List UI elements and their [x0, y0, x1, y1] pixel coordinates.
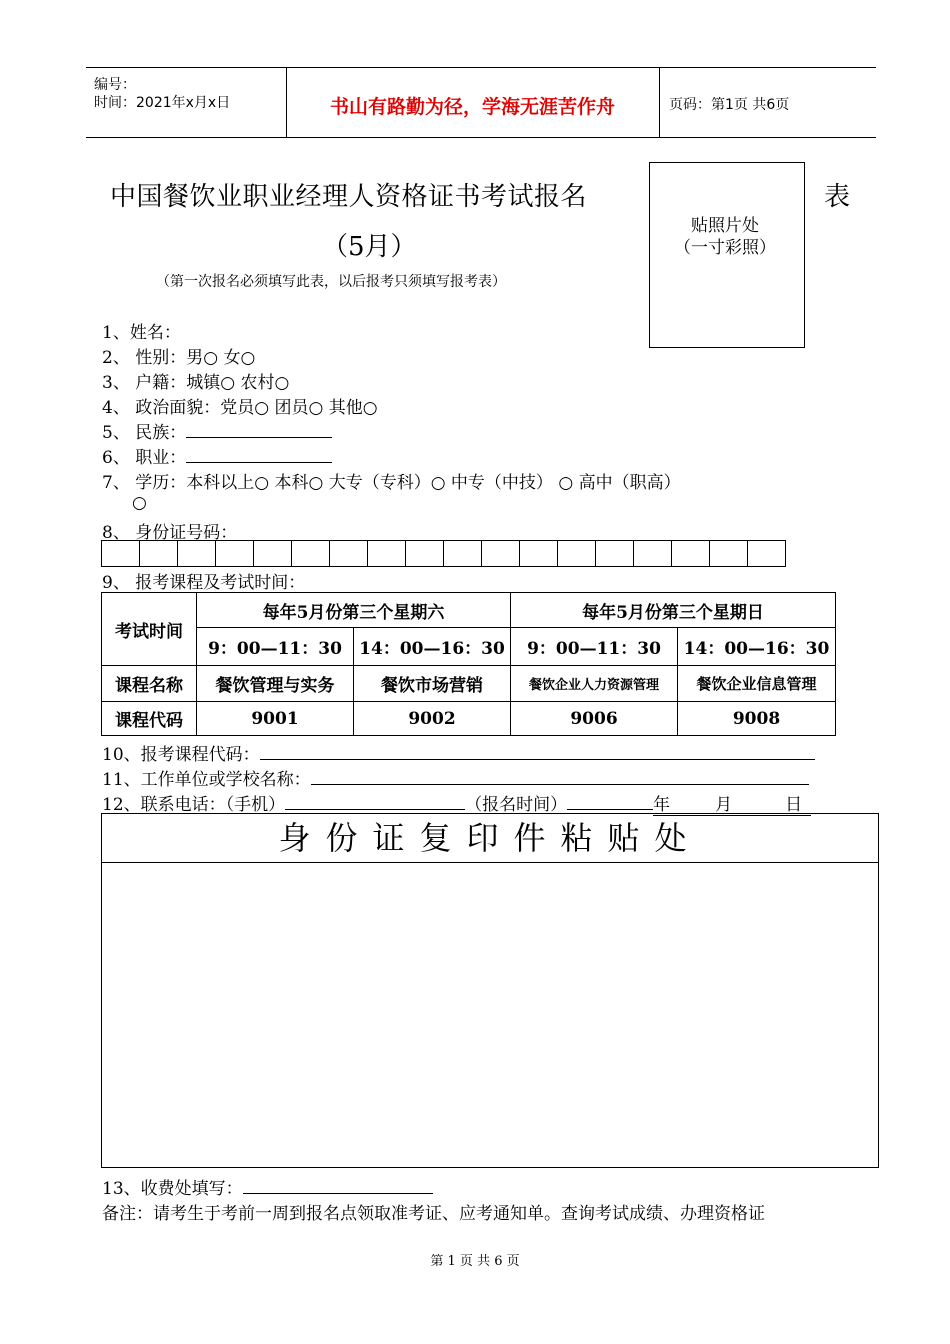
- occupation-input-line[interactable]: [186, 445, 332, 463]
- photo-label: 贴照片处: [691, 216, 759, 236]
- id-digit-box[interactable]: [367, 540, 406, 567]
- field-workplace-row: [102, 765, 809, 790]
- page-header: [86, 67, 876, 138]
- time-slot: 9：00—11：30: [511, 628, 678, 666]
- id-digit-box[interactable]: [291, 540, 330, 567]
- course-code: 9002: [354, 702, 511, 736]
- field-education: 7、 学历：本科以上○ 本科○ 大专（专科）○ 中专（中技） ○ 高中（职高）: [102, 473, 681, 493]
- course-code: 9001: [197, 702, 354, 736]
- id-digit-box[interactable]: [329, 540, 368, 567]
- id-digit-box[interactable]: [747, 540, 786, 567]
- id-number-boxes: [101, 540, 785, 567]
- field-occupation-label: 6、 职业：: [102, 448, 187, 468]
- remarks-text: 备注：请考生于考前一周到报名点领取准考证、应考通知单。查询考试成绩、办理资格证: [102, 1204, 765, 1224]
- field-courses: 9、 报考课程及考试时间：: [102, 573, 306, 593]
- field-course-code-label: 10、报考课程代码：: [102, 745, 260, 765]
- id-digit-box[interactable]: [481, 540, 520, 567]
- field-household: 3、 户籍：城镇○ 农村○: [102, 373, 290, 393]
- time-slot: 9：00—11：30: [197, 628, 354, 666]
- id-digit-box[interactable]: [101, 540, 140, 567]
- field-gender: 2、 性别：男○ 女○: [102, 348, 256, 368]
- course-name: 餐饮企业信息管理: [678, 666, 836, 702]
- id-digit-box[interactable]: [595, 540, 634, 567]
- field-occupation-row: [102, 443, 332, 468]
- month-label: 月: [715, 795, 733, 815]
- field-workplace-label: 11、工作单位或学校名称：: [102, 770, 311, 790]
- field-fee-row: [102, 1174, 433, 1199]
- phone-input-line[interactable]: [285, 792, 465, 810]
- course-code: 9008: [678, 702, 836, 736]
- motto-text: 书山有路勤为径，学海无涯苦作舟: [329, 96, 615, 118]
- field-id-number: 8、 身份证号码：: [102, 523, 238, 543]
- day-label: 日: [785, 795, 803, 815]
- id-digit-box[interactable]: [671, 540, 710, 567]
- time-slot: 14：00—16：30: [678, 628, 836, 666]
- day1-header: 每年5月份第三个星期六: [197, 593, 511, 628]
- field-phone-label: 12、联系电话：（手机）: [102, 795, 286, 815]
- id-digit-box[interactable]: [139, 540, 178, 567]
- id-digit-box[interactable]: [633, 540, 672, 567]
- schedule-table: [101, 592, 836, 736]
- id-digit-box[interactable]: [709, 540, 748, 567]
- course-code: 9006: [511, 702, 678, 736]
- fee-input-line[interactable]: [243, 1176, 433, 1194]
- photo-box[interactable]: [649, 162, 805, 348]
- field-political: 4、 政治面貌：党员○ 团员○ 其他○: [102, 398, 378, 418]
- id-digit-box[interactable]: [519, 540, 558, 567]
- day2-header: 每年5月份第三个星期日: [511, 593, 836, 628]
- header-left-cell: [86, 68, 287, 137]
- field-course-code-row: [102, 740, 815, 765]
- workplace-input-line[interactable]: [311, 767, 809, 785]
- form-title: 中国餐饮业职业经理人资格证书考试报名: [110, 182, 588, 212]
- header-middle-cell: [286, 68, 660, 137]
- field-ethnicity-label: 5、 民族：: [102, 423, 187, 443]
- id-copy-paste-area[interactable]: [101, 862, 879, 1168]
- id-digit-box[interactable]: [405, 540, 444, 567]
- page-info: 页码：第1页 共6页: [669, 97, 790, 113]
- signup-year-line[interactable]: [567, 792, 653, 810]
- time-label: 时间：2021年x月x日: [94, 95, 231, 111]
- header-right-cell: [659, 68, 876, 137]
- field-fee-label: 13、收费处填写：: [102, 1179, 243, 1199]
- course-code-label: 课程代码: [102, 702, 197, 736]
- ethnicity-input-line[interactable]: [186, 420, 332, 438]
- field-education-cont: ○: [132, 493, 147, 513]
- form-note: （第一次报名必须填写此表，以后报考只须填写报考表）: [156, 274, 506, 290]
- field-ethnicity-row: [102, 418, 332, 443]
- signup-time-label: （报名时间）: [465, 795, 568, 815]
- page-footer: 第 1 页 共 6 页: [430, 1254, 520, 1269]
- code-label: 编号：: [94, 77, 136, 93]
- id-digit-box[interactable]: [253, 540, 292, 567]
- exam-time-label: 考试时间: [102, 593, 197, 666]
- year-label: 年: [653, 795, 671, 815]
- course-name: 餐饮企业人力资源管理: [511, 666, 678, 702]
- id-digit-box[interactable]: [443, 540, 482, 567]
- course-name-label: 课程名称: [102, 666, 197, 702]
- id-copy-paste-title: 身份证复印件粘贴处: [101, 813, 879, 863]
- id-digit-box[interactable]: [557, 540, 596, 567]
- field-name: 1、姓名：: [102, 323, 181, 343]
- course-name: 餐饮管理与实务: [197, 666, 354, 702]
- id-digit-box[interactable]: [177, 540, 216, 567]
- course-code-input-line[interactable]: [260, 742, 815, 760]
- course-name: 餐饮市场营销: [354, 666, 511, 702]
- id-digit-box[interactable]: [215, 540, 254, 567]
- form-title-end: 表: [824, 182, 851, 212]
- photo-size-label: （一寸彩照）: [674, 238, 776, 258]
- form-month: （5月）: [322, 232, 417, 262]
- time-slot: 14：00—16：30: [354, 628, 511, 666]
